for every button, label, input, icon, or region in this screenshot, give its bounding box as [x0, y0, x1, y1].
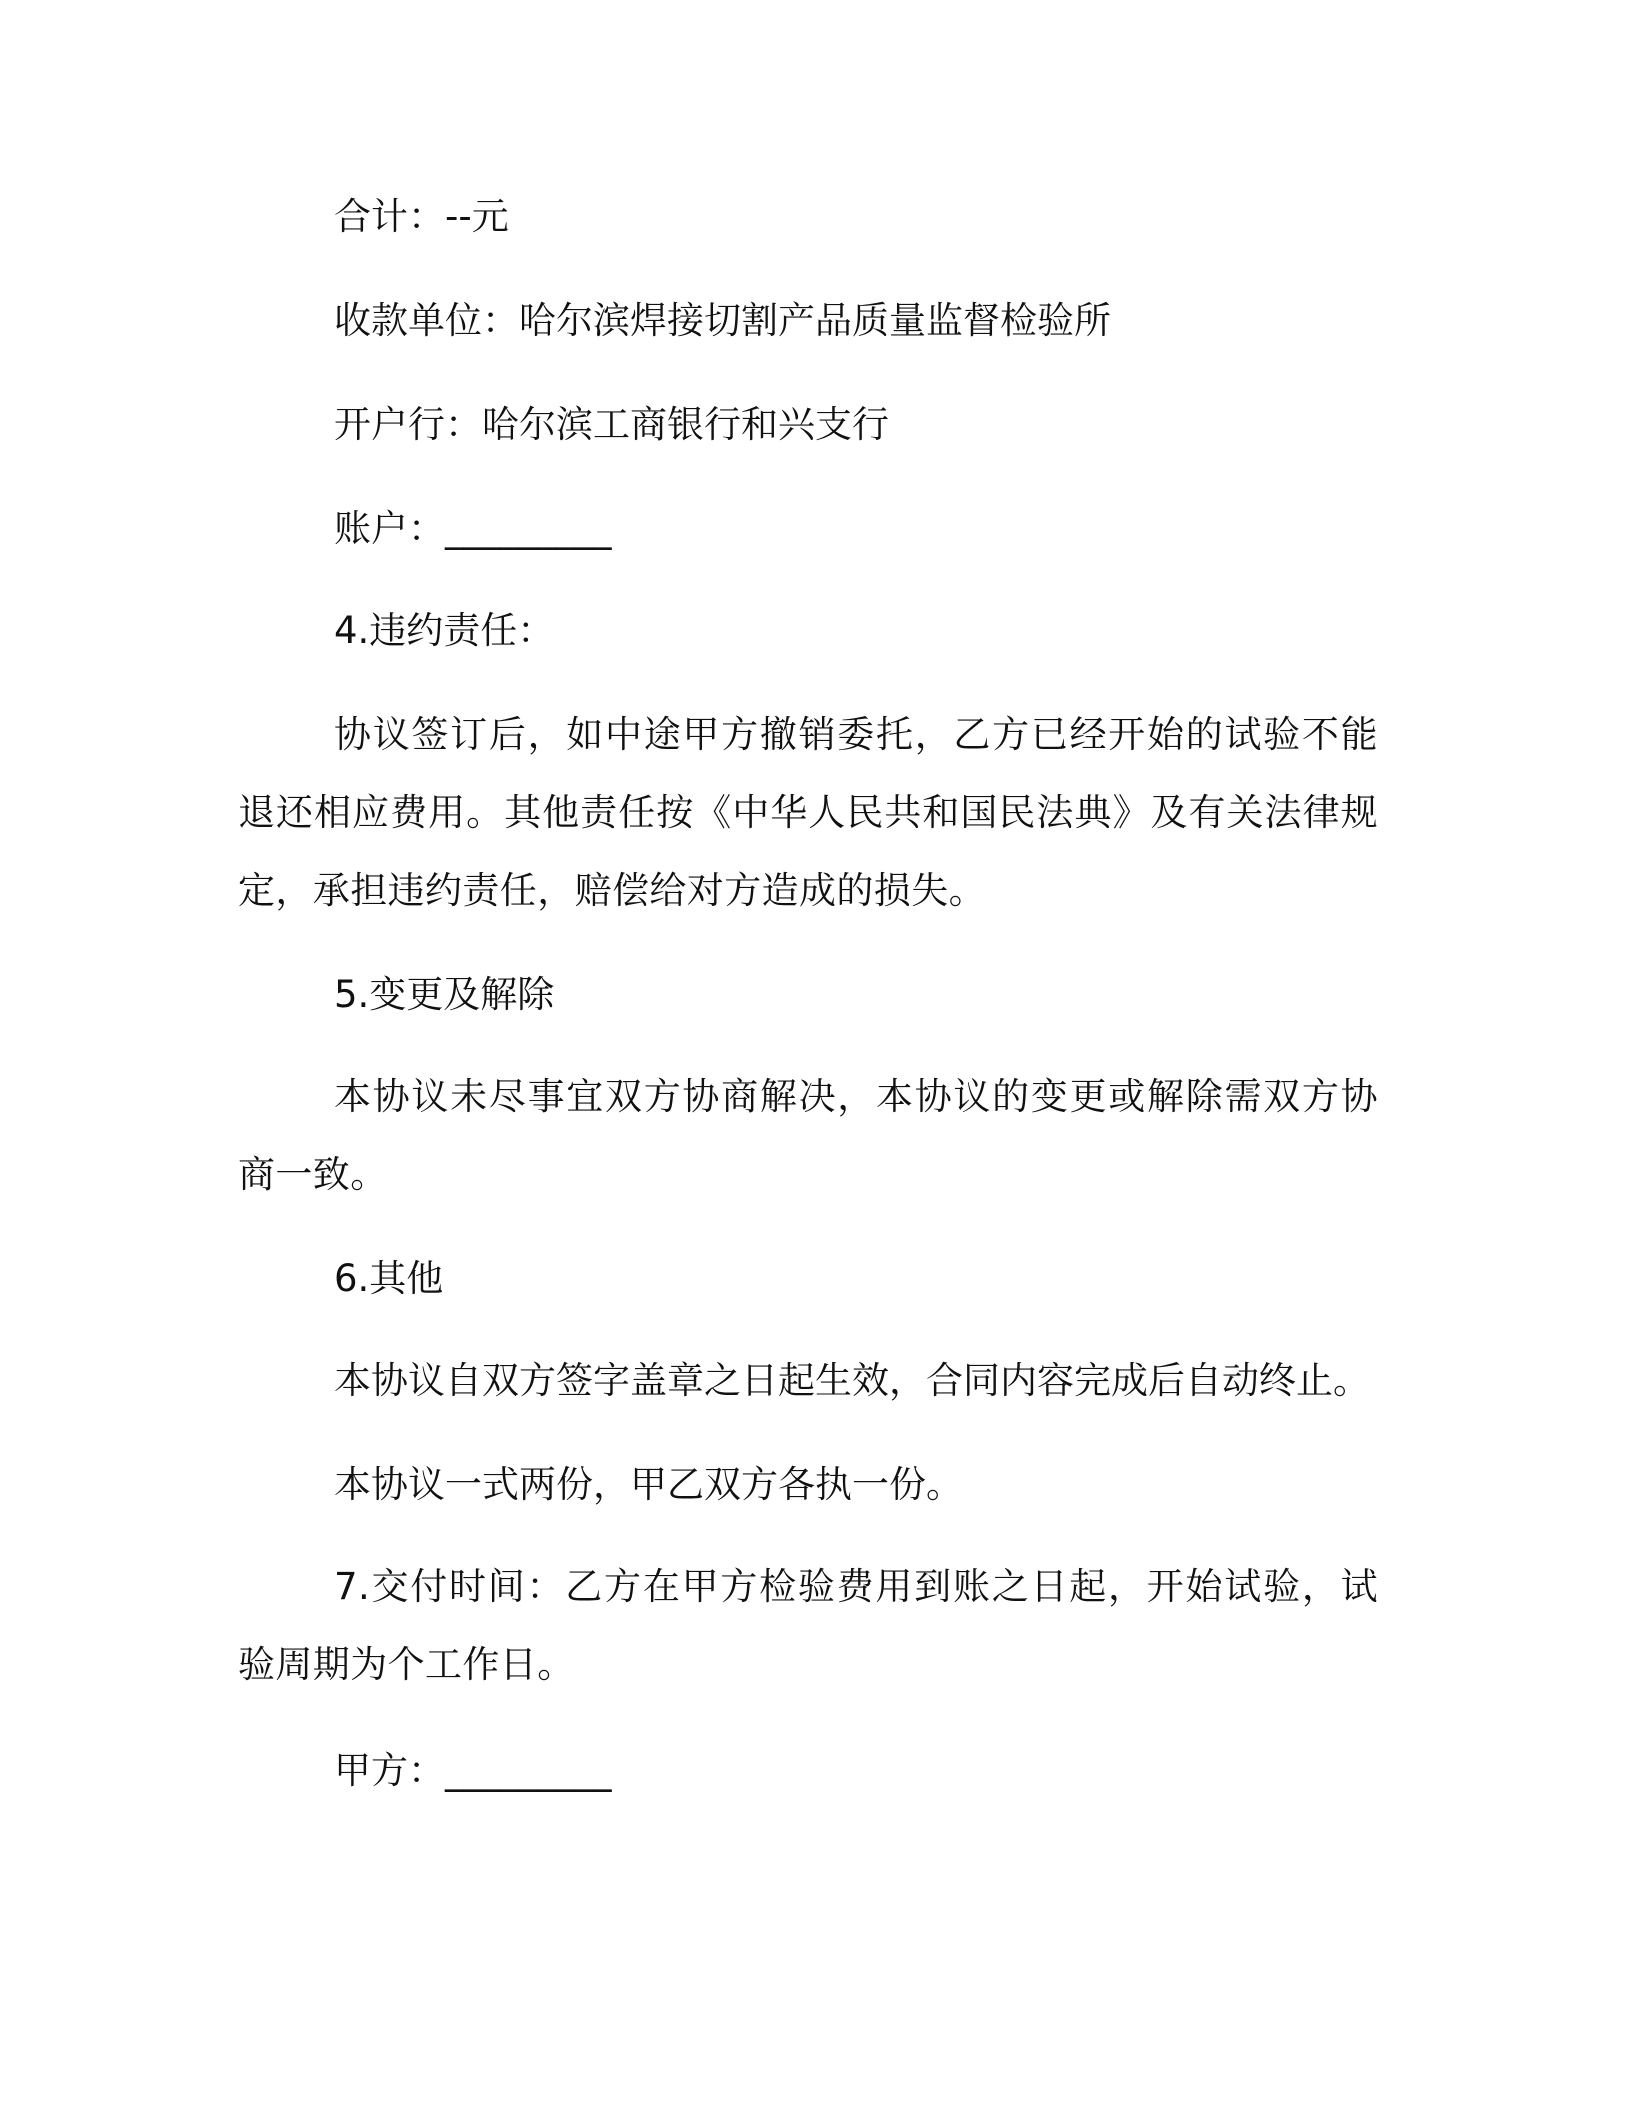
section-6-paragraph-2: 本协议一式两份，甲乙双方各执一份。	[334, 1463, 963, 1506]
payee-line: 收款单位：哈尔滨焊接切割产品质量监督检验所	[334, 299, 1111, 342]
section-4-paragraph: 协议签订后，如中途甲方撤销委托，乙方已经开始的试验不能退还相应费用。其他责任按《中华人民共和国民法典》及有关法律规定，承担违约责任，赔偿给对方造成的损失。	[238, 713, 1378, 912]
section-4-heading: 4.违约责任：	[334, 609, 555, 652]
bank-line: 开户行：哈尔滨工商银行和兴支行	[334, 403, 889, 446]
total-amount-line: 合计：--元	[334, 195, 509, 238]
section-5-paragraph: 本协议未尽事宜双方协商解决，本协议的变更或解除需双方协商一致。	[238, 1075, 1378, 1196]
section-7-paragraph: 7.交付时间：乙方在甲方检验费用到账之日起，开始试验，试验周期为个工作日。	[238, 1565, 1378, 1686]
section-6-heading: 6.其他	[334, 1257, 444, 1300]
section-5-heading: 5.变更及解除	[334, 973, 555, 1016]
section-6-paragraph-1: 本协议自双方签字盖章之日起生效，合同内容完成后自动终止。	[334, 1359, 1370, 1402]
account-line: 账户：_________	[334, 507, 612, 550]
party-a-signature-line: 甲方：_________	[334, 1749, 612, 1792]
